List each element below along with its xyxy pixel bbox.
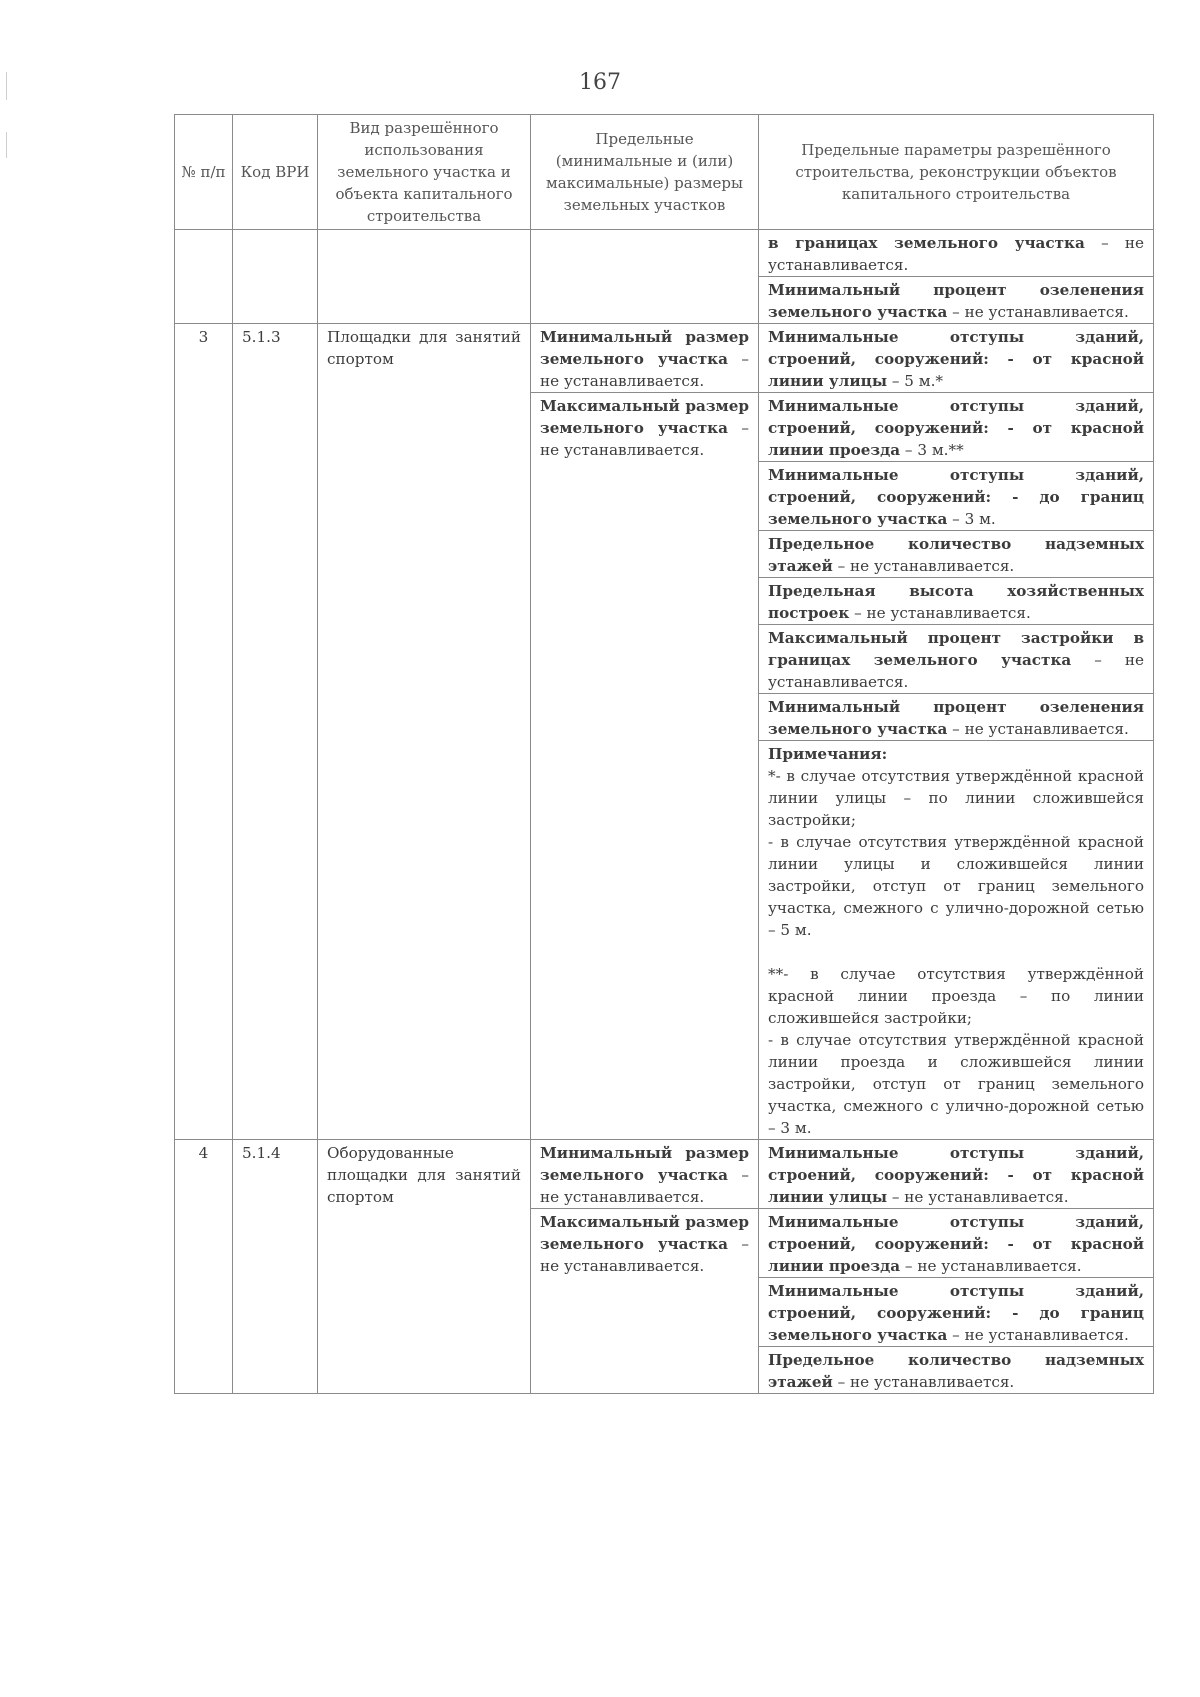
table-row xyxy=(175,324,1154,393)
param-cell: Предельное количество надземных этажей – не устанавливается. xyxy=(759,531,1154,578)
min-plot-size: Минимальный размер земельного участка – не устанавливается. xyxy=(531,324,759,393)
note-item: - в случае отсутствия утверждённой красной линии улицы и сложившейся линии застройки, отступ от границ земельного участка, смежного с улично-дорожной сетью – 5 м. xyxy=(768,833,1144,939)
max-plot-size: Максимальный размер земельного участка – не устанавливается. xyxy=(531,1209,759,1394)
cell-empty xyxy=(175,230,233,324)
header-num: № п/п xyxy=(175,115,233,230)
row-number: 4 xyxy=(175,1140,233,1394)
land-use-parameters-table xyxy=(174,114,1154,1394)
row-number: 3 xyxy=(175,324,233,1140)
param-cell: Минимальные отступы зданий, строений, сооружений: - от красной линии проезда – не устанавливается. xyxy=(759,1209,1154,1278)
param-cell: Минимальный процент озеленения земельного участка – не устанавливается. xyxy=(759,694,1154,741)
min-plot-size: Минимальный размер земельного участка – не устанавливается. xyxy=(531,1140,759,1209)
note-item: - в случае отсутствия утверждённой красной линии проезда и сложившейся линии застройки, отступ от границ земельного участка, смежного с улично-дорожной сетью – 3 м. xyxy=(768,1031,1144,1137)
cell-empty xyxy=(233,230,318,324)
param-cell: Предельная высота хозяйственных построек – не устанавливается. xyxy=(759,578,1154,625)
table-header-row xyxy=(175,115,1154,230)
table-row xyxy=(175,230,1154,277)
header-use-type: Вид разрешённого использования земельного участка и объекта капитального строительства xyxy=(318,115,531,230)
row-use-type: Оборудованные площадки для занятий спортом xyxy=(318,1140,531,1394)
param-cell: Максимальный процент застройки в границах земельного участка – не устанавливается. xyxy=(759,625,1154,694)
cell-empty xyxy=(531,230,759,324)
table-row xyxy=(175,1140,1154,1209)
param-cell: Минимальные отступы зданий, строений, сооружений: - до границ земельного участка – не устанавливается. xyxy=(759,1278,1154,1347)
max-plot-size: Максимальный размер земельного участка – не устанавливается. xyxy=(531,393,759,1140)
param-cell: Минимальные отступы зданий, строений, сооружений: - от красной линии улицы – 5 м.* xyxy=(759,324,1154,393)
param-cell: Минимальные отступы зданий, строений, сооружений: - от красной линии улицы – не устанавливается. xyxy=(759,1140,1154,1209)
row-code: 5.1.4 xyxy=(233,1140,318,1394)
page-number: 167 xyxy=(579,70,621,95)
param-cell: Минимальные отступы зданий, строений, сооружений: - до границ земельного участка – 3 м. xyxy=(759,462,1154,531)
param-cell: Минимальные отступы зданий, строений, сооружений: - от красной линии проезда – 3 м.** xyxy=(759,393,1154,462)
param-cell: в границах земельного участка – не устанавливается. xyxy=(759,230,1154,277)
row-code: 5.1.3 xyxy=(233,324,318,1140)
cell-empty xyxy=(318,230,531,324)
param-cell: Предельное количество надземных этажей – не устанавливается. xyxy=(759,1347,1154,1394)
row-use-type: Площадки для занятий спортом xyxy=(318,324,531,1140)
header-plot-size: Предельные (минимальные и (или) максимальные) размеры земельных участков xyxy=(531,115,759,230)
scan-edge-mark xyxy=(6,132,7,158)
notes-cell xyxy=(759,741,1154,1140)
param-cell: Минимальный процент озеленения земельного участка – не устанавливается. xyxy=(759,277,1154,324)
note-item: *- в случае отсутствия утверждённой красной линии улицы – по линии сложившейся застройки; xyxy=(768,767,1144,829)
header-build-params: Предельные параметры разрешённого строительства, реконструкции объектов капитального строительства xyxy=(759,115,1154,230)
notes-title: Примечания: xyxy=(768,745,888,763)
header-code: Код ВРИ xyxy=(233,115,318,230)
note-item: **- в случае отсутствия утверждённой красной линии проезда – по линии сложившейся застройки; xyxy=(768,965,1144,1027)
